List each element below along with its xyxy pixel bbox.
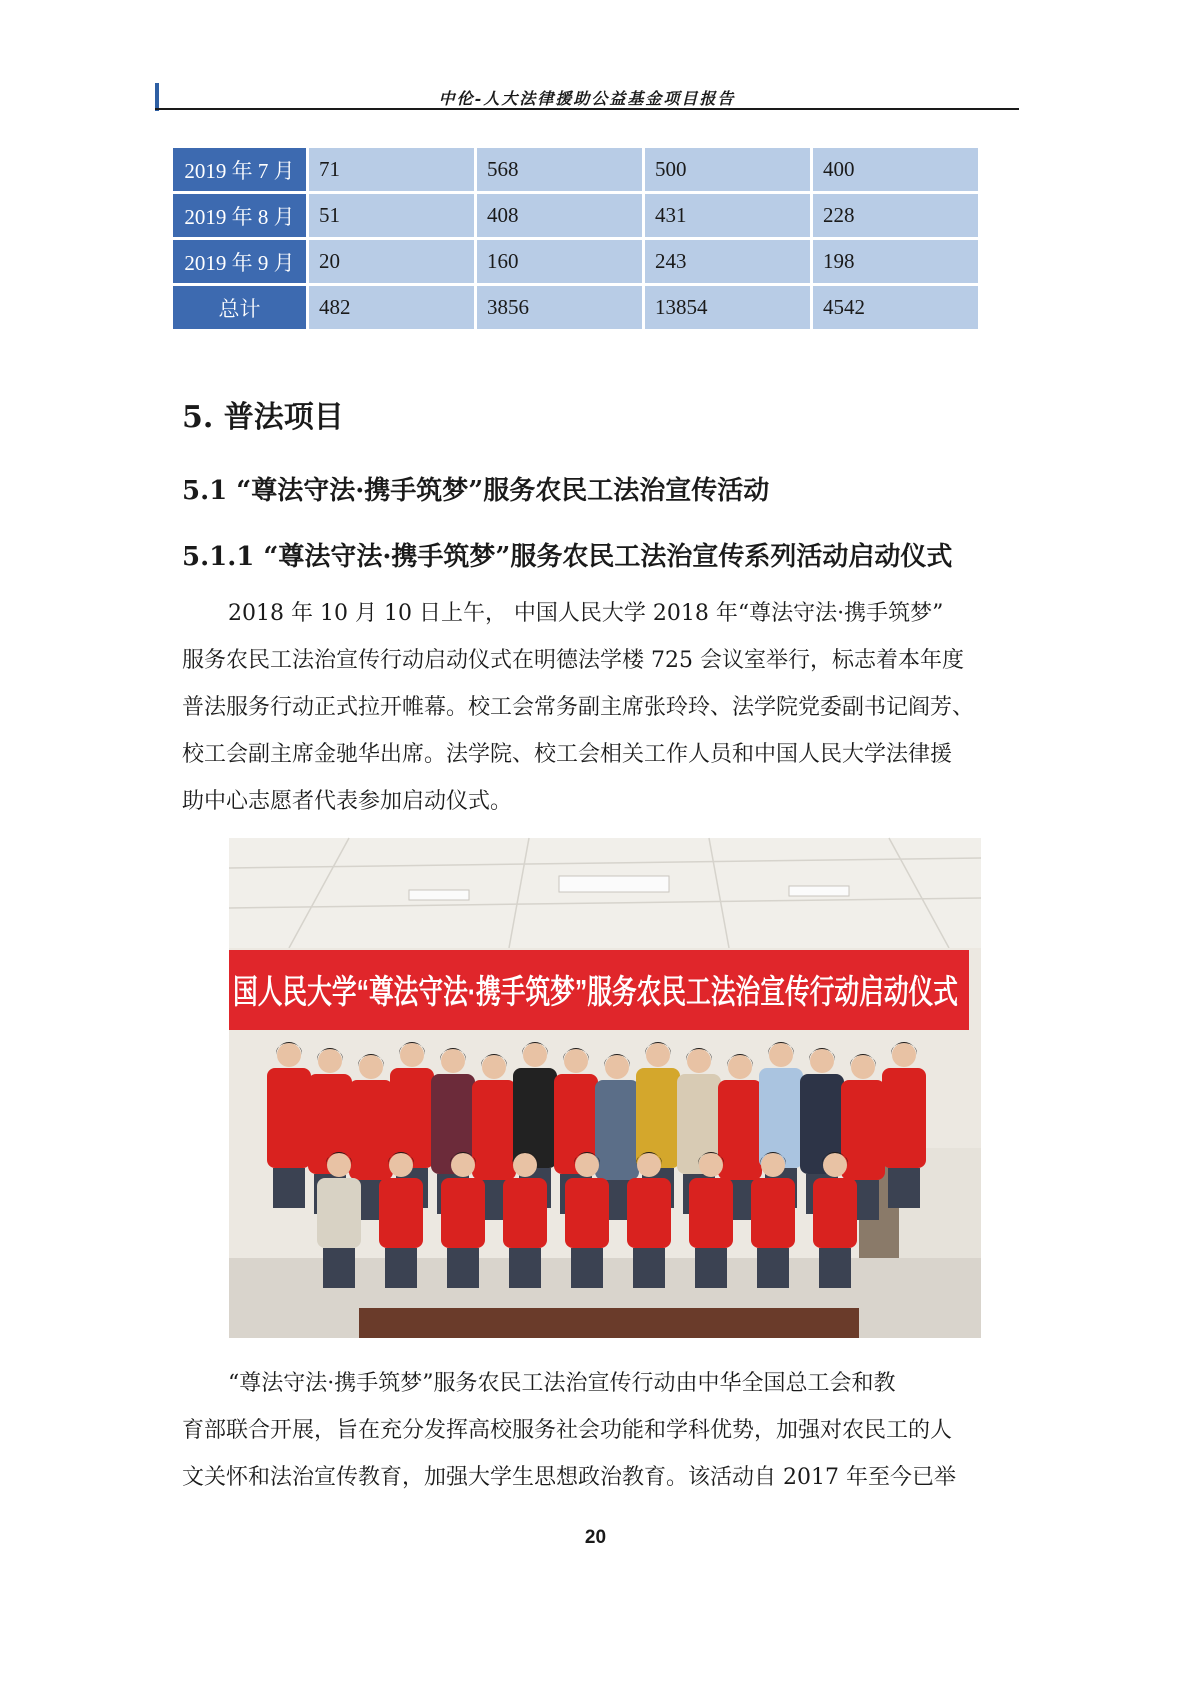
table-cell: 51: [309, 194, 474, 237]
table-cell: 431: [645, 194, 810, 237]
table-row: [173, 240, 978, 283]
row-label: 2019 年 8 月: [173, 194, 306, 237]
table-cell: 13854: [645, 286, 810, 329]
section-heading-5-1-1: 5.1.1 “尊法守法·携手筑梦”服务农民工法治宣传系列活动启动仪式: [182, 542, 953, 572]
table-cell: 243: [645, 240, 810, 283]
table-cell: 160: [477, 240, 642, 283]
paragraph-line: 2018 年 10 月 10 日上午， 中国人民大学 2018 年“尊法守法·携手筑梦”: [228, 601, 944, 626]
table-row-total: [173, 286, 978, 329]
table-cell: 400: [813, 148, 978, 191]
table-cell: 482: [309, 286, 474, 329]
running-header-title: 中伦-人大法律援助公益基金项目报告: [438, 89, 736, 108]
paragraph-line: 助中心志愿者代表参加启动仪式。: [182, 789, 513, 814]
paragraph-line: 校工会副主席金驰华出席。法学院、校工会相关工作人员和中国人民大学法律援: [182, 742, 953, 767]
table-row: [173, 148, 978, 191]
header-rule: [155, 108, 1019, 110]
body-paragraph-1: [182, 590, 1018, 825]
statistics-table: [170, 145, 981, 332]
row-label: 2019 年 7 月: [173, 148, 306, 191]
page-number: 20: [584, 1527, 607, 1548]
paragraph-line: 服务农民工法治宣传行动启动仪式在明德法学楼 725 会议室举行，标志着本年度: [182, 648, 964, 673]
paragraph-line: 育部联合开展，旨在充分发挥高校服务社会功能和学科优势，加强对农民工的人: [182, 1418, 953, 1443]
table-cell: 500: [645, 148, 810, 191]
paragraph-line: “尊法守法·携手筑梦”服务农民工法治宣传行动由中华全国总工会和教: [228, 1371, 896, 1396]
row-label: 总计: [173, 286, 306, 329]
group-photo: [229, 838, 981, 1338]
table-cell: 4542: [813, 286, 978, 329]
table-cell: 3856: [477, 286, 642, 329]
section-heading-5-1: 5.1 “尊法守法·携手筑梦”服务农民工法治宣传活动: [182, 476, 770, 506]
table-cell: 408: [477, 194, 642, 237]
banner-text: 国人民大学“尊法守法·携手筑梦”服务农民工法治宣传行动启动仪式: [233, 973, 958, 1010]
table-cell: 71: [309, 148, 474, 191]
paragraph-line: 普法服务行动正式拉开帷幕。校工会常务副主席张玲玲、法学院党委副书记阎芳、: [182, 695, 975, 720]
section-heading-5: 5. 普法项目: [182, 400, 344, 435]
paragraph-line: 文关怀和法治宣传教育，加强大学生思想政治教育。该活动自 2017 年至今已举: [182, 1465, 956, 1490]
table-cell: 568: [477, 148, 642, 191]
table-cell: 228: [813, 194, 978, 237]
table-row: [173, 194, 978, 237]
table-cell: 20: [309, 240, 474, 283]
table-cell: 198: [813, 240, 978, 283]
row-label: 2019 年 9 月: [173, 240, 306, 283]
body-paragraph-2: [182, 1360, 1018, 1501]
